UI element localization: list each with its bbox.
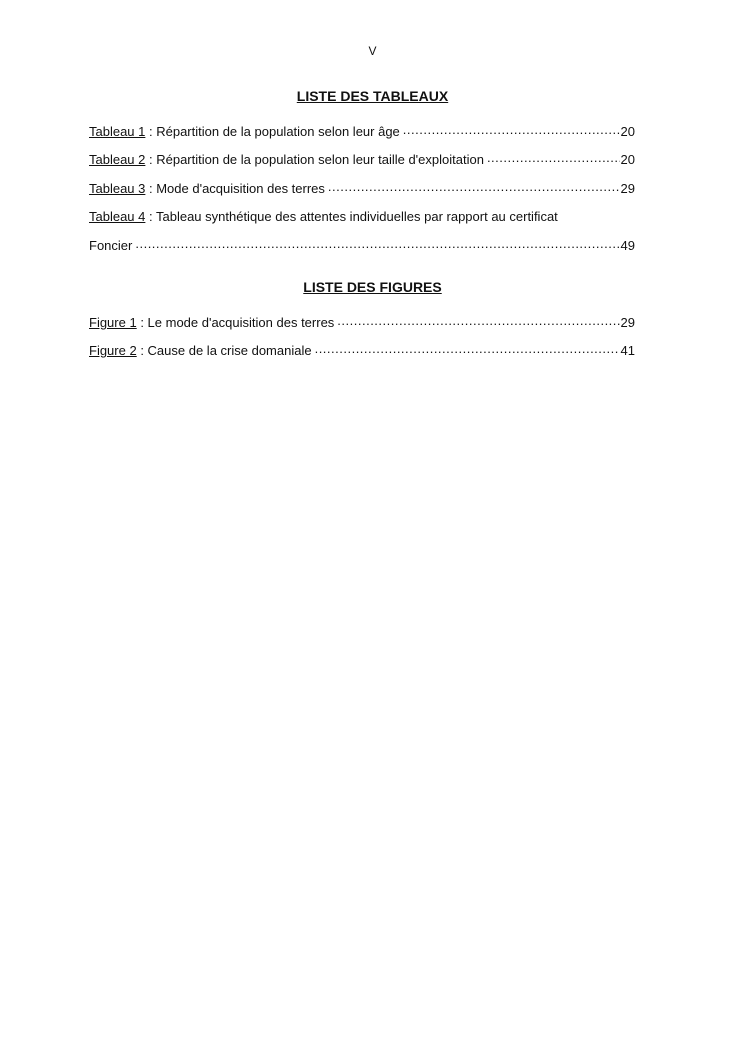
toc-entry-label[interactable]: Tableau 2 [89, 152, 146, 167]
dot-leader [403, 122, 620, 136]
toc-entry-page: 20 [620, 152, 635, 167]
page-number: V [368, 44, 377, 58]
toc-entry-figure-1[interactable] [89, 313, 635, 331]
toc-entry-page: 41 [620, 343, 635, 358]
toc-entry-label[interactable]: Tableau 1 [89, 124, 146, 139]
toc-entry-text: : Répartition de la population selon leur âge [145, 124, 400, 139]
toc-entry-label[interactable]: Tableau 3 [89, 181, 146, 196]
dot-leader [135, 236, 619, 250]
toc-entry-page: 20 [620, 124, 635, 139]
dot-leader [487, 150, 620, 164]
toc-entry-label[interactable]: Figure 2 [89, 343, 137, 358]
toc-entry-page: 29 [620, 181, 635, 196]
dot-leader [328, 179, 620, 193]
toc-entry-tableau-2[interactable] [89, 150, 635, 168]
toc-entry-figure-2[interactable] [89, 341, 635, 359]
toc-entry-continuation-text: Foncier [89, 238, 133, 253]
toc-entry-page: 49 [620, 238, 635, 253]
dot-leader [337, 313, 619, 327]
toc-entry-text: : Le mode d'acquisition des terres [136, 315, 335, 330]
toc-entry-label[interactable]: Tableau 4 [89, 209, 146, 224]
toc-entry-page: 29 [620, 315, 635, 330]
toc-entry-text: : Cause de la crise domaniale [136, 343, 312, 358]
toc-entry-tableau-4[interactable] [89, 208, 635, 226]
toc-entry-label[interactable]: Figure 1 [89, 315, 137, 330]
toc-entry-text: : Répartition de la population selon leur taille d'exploitation [145, 152, 484, 167]
toc-entry-tableau-4-continuation[interactable] [89, 236, 635, 254]
toc-entry-text: : Mode d'acquisition des terres [145, 181, 325, 196]
toc-entry-text: : Tableau synthétique des attentes individuelles par rapport au certificat [145, 209, 558, 224]
figures-section-title: LISTE DES FIGURES [303, 279, 442, 295]
toc-entry-tableau-1[interactable] [89, 122, 635, 140]
dot-leader [315, 341, 620, 355]
toc-entry-tableau-3[interactable] [89, 179, 635, 197]
tables-section-title: LISTE DES TABLEAUX [296, 88, 449, 104]
